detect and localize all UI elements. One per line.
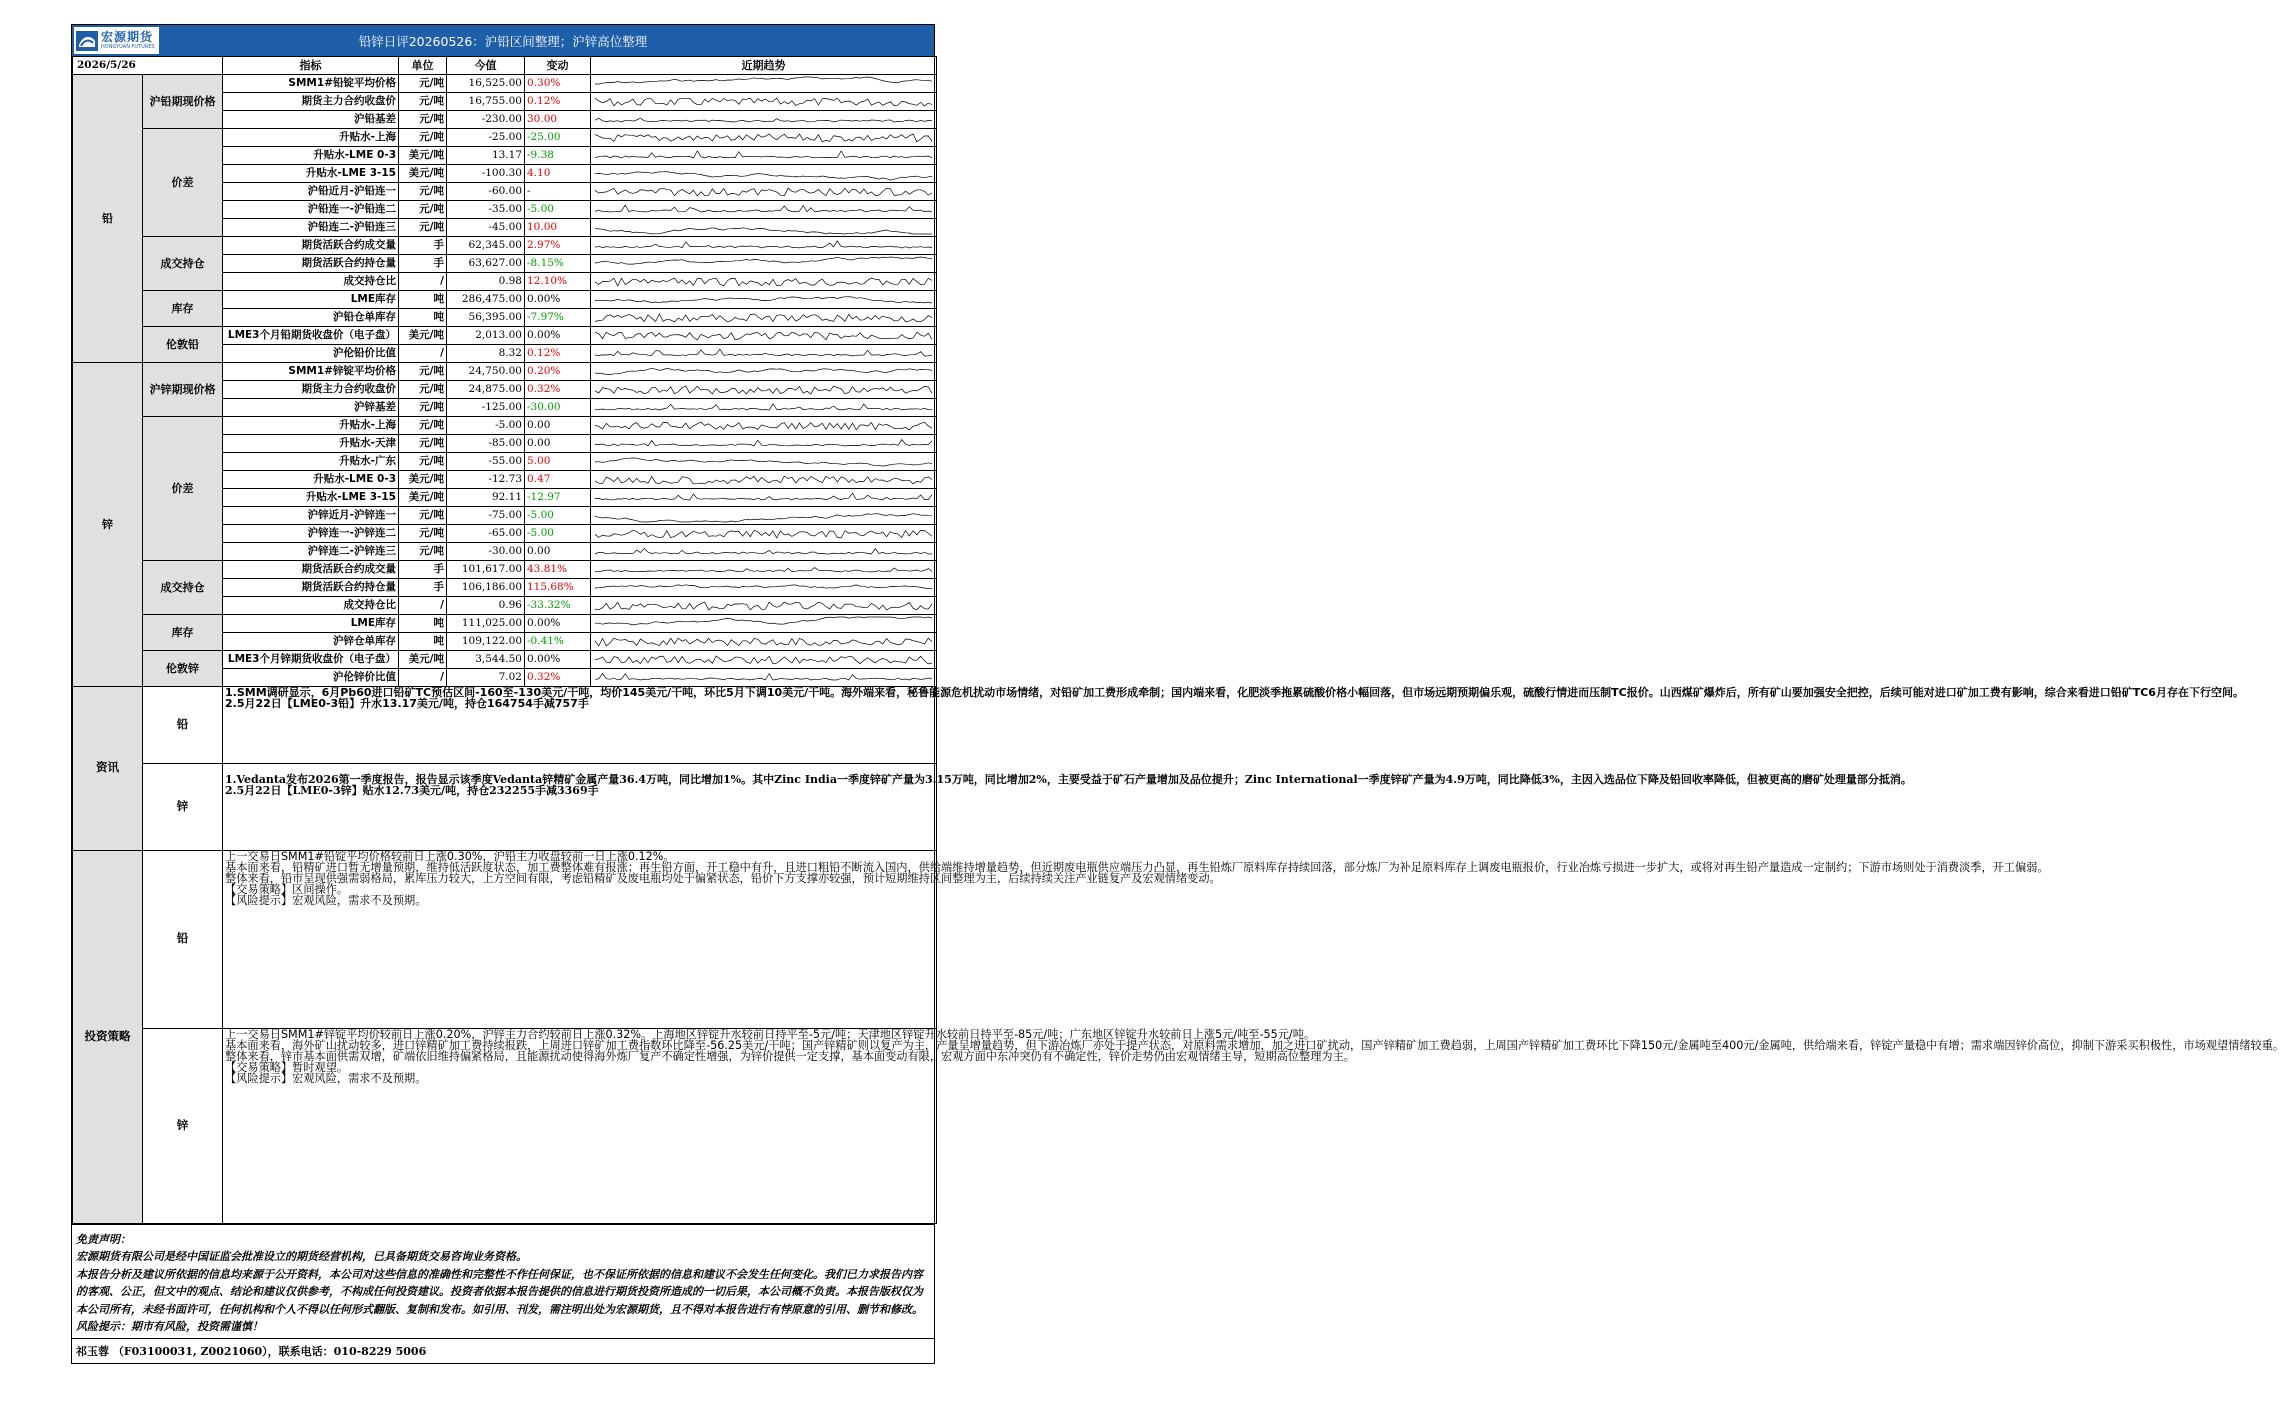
indicator-change: -30.00 bbox=[525, 398, 591, 416]
indicator-unit: 元/吨 bbox=[399, 380, 447, 398]
table-row bbox=[73, 74, 937, 92]
indicator-name: 沪锌连一-沪锌连二 bbox=[223, 524, 399, 542]
strategy-lead-item: 基本面来看，铅精矿进口暂无增量预期，维持低活跃度状态，加工费整体难有报涨；再生铅方面，开工稳中有升，且进口粗铅不断流入国内，供给端维持增量趋势，但近期废电瓶供应端压力凸显，再生铅炼厂原料库存持续回落，部分炼厂为补足原料库存上调废电瓶报价，行业冶炼亏损进一步扩大，或将对再生铅产量造成一定制约；下游市场则处于消费淡季，开工偏弱。 bbox=[225, 860, 2049, 874]
indicator-change: 4.10 bbox=[525, 164, 591, 182]
indicator-change: -33.32% bbox=[525, 596, 591, 614]
group-label: 伦敦铅 bbox=[143, 326, 223, 362]
indicator-name: 升贴水-LME 0-3 bbox=[223, 470, 399, 488]
trend-sparkline bbox=[591, 308, 937, 326]
indicator-name: 期货活跃合约成交量 bbox=[223, 236, 399, 254]
col-indicator: 指标 bbox=[223, 57, 399, 75]
news-lead-item: 2.5月22日【LME0-3铅】升水13.17美元/吨，持仓164754手减757手 bbox=[225, 696, 589, 710]
indicator-unit: 元/吨 bbox=[399, 182, 447, 200]
group-label: 价差 bbox=[143, 128, 223, 236]
trend-sparkline bbox=[591, 470, 937, 488]
trend-sparkline bbox=[591, 326, 937, 344]
indicator-name: 成交持仓比 bbox=[223, 272, 399, 290]
indicator-value: 62,345.00 bbox=[447, 236, 525, 254]
indicator-name: 沪锌连二-沪锌连三 bbox=[223, 542, 399, 560]
trend-sparkline bbox=[591, 542, 937, 560]
indicator-name: 沪铅仓单库存 bbox=[223, 308, 399, 326]
indicator-unit: / bbox=[399, 668, 447, 686]
strategy-zinc-item: 【交易策略】暂时观望。 bbox=[225, 1061, 349, 1075]
disclaimer-title: 免责声明： bbox=[76, 1232, 131, 1246]
indicator-unit: 吨 bbox=[399, 308, 447, 326]
indicator-name: SMM1#锌锭平均价格 bbox=[223, 362, 399, 380]
table-row bbox=[73, 290, 937, 308]
trend-sparkline bbox=[591, 218, 937, 236]
indicator-name: 升贴水-上海 bbox=[223, 128, 399, 146]
indicator-value: -55.00 bbox=[447, 452, 525, 470]
trend-sparkline bbox=[591, 182, 937, 200]
indicator-name: 沪伦铅价比值 bbox=[223, 344, 399, 362]
trend-sparkline bbox=[591, 128, 937, 146]
trend-sparkline bbox=[591, 290, 937, 308]
indicator-value: -85.00 bbox=[447, 434, 525, 452]
trend-sparkline bbox=[591, 506, 937, 524]
indicator-name: 期货活跃合约持仓量 bbox=[223, 254, 399, 272]
indicator-change: 0.00 bbox=[525, 542, 591, 560]
indicator-change: -7.97% bbox=[525, 308, 591, 326]
indicator-value: 24,875.00 bbox=[447, 380, 525, 398]
indicator-change: 0.32% bbox=[525, 668, 591, 686]
indicator-value: -30.00 bbox=[447, 542, 525, 560]
news-zinc-text bbox=[223, 763, 1912, 850]
strategy-lead-text bbox=[223, 849, 2049, 1028]
trend-sparkline bbox=[591, 146, 937, 164]
indicator-change: 0.00% bbox=[525, 614, 591, 632]
strategy-lead-item: 上一交易日SMM1#铅锭平均价格较前日上涨0.30%，沪铅主力收盘较前一日上涨0.12%。 bbox=[225, 849, 675, 863]
indicator-value: 7.02 bbox=[447, 668, 525, 686]
trend-sparkline bbox=[591, 452, 937, 470]
news-zinc-label: 锌 bbox=[143, 763, 223, 850]
indicator-unit: 元/吨 bbox=[399, 542, 447, 560]
indicator-unit: 元/吨 bbox=[399, 200, 447, 218]
indicator-change: -8.15% bbox=[525, 254, 591, 272]
strategy-zinc-item: 【风险提示】宏观风险，需求不及预期。 bbox=[225, 1072, 427, 1086]
logo-en-text: HONGYUAN FUTURES bbox=[101, 44, 155, 50]
indicator-change: - bbox=[525, 182, 591, 200]
trend-sparkline bbox=[591, 416, 937, 434]
indicator-value: 24,750.00 bbox=[447, 362, 525, 380]
indicator-change: 12.10% bbox=[525, 272, 591, 290]
indicator-change: -25.00 bbox=[525, 128, 591, 146]
metal-label: 锌 bbox=[73, 362, 143, 686]
indicator-unit: 元/吨 bbox=[399, 74, 447, 92]
indicator-unit: 元/吨 bbox=[399, 434, 447, 452]
indicator-unit: / bbox=[399, 596, 447, 614]
trend-sparkline bbox=[591, 578, 937, 596]
news-lead-text bbox=[223, 685, 2244, 763]
indicator-name: 沪铅连二-沪铅连三 bbox=[223, 218, 399, 236]
trend-sparkline bbox=[591, 254, 937, 272]
strategy-zinc-row bbox=[73, 1028, 937, 1223]
indicator-value: 2,013.00 bbox=[447, 326, 525, 344]
col-trend: 近期趋势 bbox=[591, 57, 937, 75]
report-date: 2026/5/26 bbox=[73, 57, 223, 75]
trend-sparkline bbox=[591, 632, 937, 650]
indicator-value: -100.30 bbox=[447, 164, 525, 182]
report-title: 铅锌日评20260526：沪铅区间整理；沪锌高位整理 bbox=[358, 33, 648, 49]
indicator-value: -35.00 bbox=[447, 200, 525, 218]
indicator-unit: / bbox=[399, 272, 447, 290]
trend-sparkline bbox=[591, 92, 937, 110]
table-row bbox=[73, 416, 937, 434]
indicator-value: 56,395.00 bbox=[447, 308, 525, 326]
group-label: 伦敦锌 bbox=[143, 650, 223, 686]
indicator-value: 109,122.00 bbox=[447, 632, 525, 650]
group-label: 成交持仓 bbox=[143, 560, 223, 614]
indicator-unit: 手 bbox=[399, 560, 447, 578]
indicator-value: -12.73 bbox=[447, 470, 525, 488]
indicator-change: -0.41% bbox=[525, 632, 591, 650]
strategy-label: 投资策略 bbox=[73, 850, 143, 1223]
indicator-unit: 元/吨 bbox=[399, 362, 447, 380]
trend-sparkline bbox=[591, 110, 937, 128]
indicator-name: 升贴水-天津 bbox=[223, 434, 399, 452]
table-row bbox=[73, 650, 937, 668]
indicator-name: 沪锌基差 bbox=[223, 398, 399, 416]
indicator-change: 0.00% bbox=[525, 650, 591, 668]
indicator-value: -75.00 bbox=[447, 506, 525, 524]
indicator-change: 0.00 bbox=[525, 416, 591, 434]
indicator-change: 0.47 bbox=[525, 470, 591, 488]
indicator-unit: 元/吨 bbox=[399, 110, 447, 128]
indicator-change: 10.00 bbox=[525, 218, 591, 236]
strategy-lead-row bbox=[73, 850, 937, 1028]
indicator-value: -60.00 bbox=[447, 182, 525, 200]
logo-icon bbox=[76, 31, 98, 51]
indicator-unit: 吨 bbox=[399, 290, 447, 308]
col-change: 变动 bbox=[525, 57, 591, 75]
disclaimer-line: 本报告分析及建议所依据的信息均来源于公开资料，本公司对这些信息的准确性和完整性不作任何保证，也不保证所依据的信息和建议不会发生任何变化。我们已力求报告内容的客观、公正，但文中的观点、结论和建议仅供参考，不构成任何投资建议。投资者依据本报告提供的信息进行期货投资所造成的一切后果，本公司概不负责。本报告版权仅为本公司所有，未经书面许可，任何机构和个人不得以任何形式翻版、复制和发布。如引用、刊发，需注明出处为宏源期货，且不得对本报告进行有悖原意的引用、删节和修改。 bbox=[76, 1267, 923, 1316]
news-label: 资讯 bbox=[73, 686, 143, 850]
trend-sparkline bbox=[591, 164, 937, 182]
indicator-name: 升贴水-LME 3-15 bbox=[223, 488, 399, 506]
trend-sparkline bbox=[591, 560, 937, 578]
indicator-value: 101,617.00 bbox=[447, 560, 525, 578]
indicator-value: -125.00 bbox=[447, 398, 525, 416]
indicator-unit: 美元/吨 bbox=[399, 146, 447, 164]
indicator-change: 0.32% bbox=[525, 380, 591, 398]
indicator-change: 5.00 bbox=[525, 452, 591, 470]
indicator-value: 13.17 bbox=[447, 146, 525, 164]
indicator-value: 16,755.00 bbox=[447, 92, 525, 110]
indicator-change: 115.68% bbox=[525, 578, 591, 596]
table-row bbox=[73, 128, 937, 146]
indicator-unit: 美元/吨 bbox=[399, 650, 447, 668]
indicator-unit: 元/吨 bbox=[399, 452, 447, 470]
indicator-change: 0.20% bbox=[525, 362, 591, 380]
table-row bbox=[73, 362, 937, 380]
group-label: 沪锌期现价格 bbox=[143, 362, 223, 416]
indicator-name: 期货活跃合约成交量 bbox=[223, 560, 399, 578]
indicator-name: 沪铅基差 bbox=[223, 110, 399, 128]
col-value: 今值 bbox=[447, 57, 525, 75]
strategy-zinc-text bbox=[223, 1027, 2284, 1223]
indicator-name: LME3个月铅期货收盘价（电子盘） bbox=[223, 326, 399, 344]
trend-sparkline bbox=[591, 200, 937, 218]
indicator-value: 286,475.00 bbox=[447, 290, 525, 308]
indicator-name: 期货主力合约收盘价 bbox=[223, 380, 399, 398]
table-row bbox=[73, 236, 937, 254]
table-header-row bbox=[73, 57, 937, 75]
table-row bbox=[73, 326, 937, 344]
indicator-value: 8.32 bbox=[447, 344, 525, 362]
indicator-value: 0.96 bbox=[447, 596, 525, 614]
indicator-unit: 元/吨 bbox=[399, 398, 447, 416]
indicator-value: -5.00 bbox=[447, 416, 525, 434]
indicator-name: 升贴水-LME 0-3 bbox=[223, 146, 399, 164]
indicator-change: 30.00 bbox=[525, 110, 591, 128]
trend-sparkline bbox=[591, 650, 937, 668]
indicator-name: 期货主力合约收盘价 bbox=[223, 92, 399, 110]
indicator-name: 期货活跃合约持仓量 bbox=[223, 578, 399, 596]
brand-logo bbox=[74, 27, 159, 54]
indicator-name: LME库存 bbox=[223, 290, 399, 308]
trend-sparkline bbox=[591, 272, 937, 290]
indicator-value: 63,627.00 bbox=[447, 254, 525, 272]
table-row bbox=[73, 614, 937, 632]
indicator-name: 沪铅近月-沪铅连一 bbox=[223, 182, 399, 200]
trend-sparkline bbox=[591, 596, 937, 614]
trend-sparkline bbox=[591, 434, 937, 452]
indicator-name: 沪铅连一-沪铅连二 bbox=[223, 200, 399, 218]
report-sheet bbox=[71, 24, 2284, 1364]
strategy-lead-item: 整体来看，铅市呈现供强需弱格局，累库压力较大，上方空间有限，考虑铅精矿及废电瓶均处于偏紧状态，铅价下方支撑亦较强，预计短期维持区间整理为主，后续持续关注产业链复产及宏观情绪变动。 bbox=[225, 872, 1221, 885]
indicator-value: 111,025.00 bbox=[447, 614, 525, 632]
indicator-unit: 元/吨 bbox=[399, 506, 447, 524]
author-footer: 祁玉蓉 （F03100031, Z0021060），联系电话：010-8229 5006 bbox=[72, 1338, 934, 1363]
metal-label: 铅 bbox=[73, 74, 143, 362]
trend-sparkline bbox=[591, 668, 937, 686]
indicator-name: 升贴水-广东 bbox=[223, 452, 399, 470]
indicator-change: -5.00 bbox=[525, 524, 591, 542]
indicator-change: 0.12% bbox=[525, 92, 591, 110]
title-bar bbox=[72, 25, 934, 56]
indicator-name: 升贴水-LME 3-15 bbox=[223, 164, 399, 182]
indicator-unit: 美元/吨 bbox=[399, 326, 447, 344]
group-label: 成交持仓 bbox=[143, 236, 223, 290]
indicator-unit: 手 bbox=[399, 578, 447, 596]
indicator-change: 43.81% bbox=[525, 560, 591, 578]
indicator-value: -25.00 bbox=[447, 128, 525, 146]
indicator-unit: 吨 bbox=[399, 614, 447, 632]
indicator-value: 106,186.00 bbox=[447, 578, 525, 596]
indicator-table bbox=[72, 56, 2284, 1224]
strategy-zinc-item: 基本面来看，海外矿山扰动较多，进口锌精矿加工费持续报跌，上周进口锌矿加工费指数环比降至-56.25美元/干吨；国产锌精矿则以复产为主，产量呈增量趋势，但下游冶炼厂亦处于提产状态，对原料需求增加，加之进口矿扰动，国产锌精矿加工费趋弱，上周国产锌精矿加工费环比下降150元/金属吨至400元/金属吨，供给端来看，锌锭产量稳中有增；需求端因锌价高位，抑制下游采买积极性，市场观望情绪较重。 bbox=[225, 1038, 2284, 1052]
trend-sparkline bbox=[591, 398, 937, 416]
indicator-name: 沪伦锌价比值 bbox=[223, 668, 399, 686]
indicator-change: 0.12% bbox=[525, 344, 591, 362]
trend-sparkline bbox=[591, 362, 937, 380]
news-zinc-item: 2.5月22日【LME0-3锌】贴水12.73美元/吨，持仓232255手减3369手 bbox=[225, 783, 599, 797]
indicator-unit: 美元/吨 bbox=[399, 164, 447, 182]
news-lead-row bbox=[73, 686, 937, 763]
indicator-value: 92.11 bbox=[447, 488, 525, 506]
indicator-change: 0.00 bbox=[525, 434, 591, 452]
strategy-lead-item: 【风险提示】宏观风险，需求不及预期。 bbox=[225, 894, 427, 908]
group-label: 库存 bbox=[143, 614, 223, 650]
indicator-name: 升贴水-上海 bbox=[223, 416, 399, 434]
indicator-name: LME3个月锌期货收盘价（电子盘） bbox=[223, 650, 399, 668]
news-zinc-item: 1.Vedanta发布2026第一季度报告，报告显示该季度Vedanta锌精矿金属产量36.4万吨，同比增加1%。其中Zinc India一季度锌矿产量为3.15万吨，同比增加2%，主要受益于矿石产量增加及品位提升；Zinc International一季度锌矿产量为4.9万吨，同比降低3%，主因入选品位下降及铅回收率降低，但被更高的磨矿处理量部分抵消。 bbox=[225, 772, 1912, 786]
news-zinc-row bbox=[73, 763, 937, 850]
group-label: 库存 bbox=[143, 290, 223, 326]
indicator-unit: 吨 bbox=[399, 632, 447, 650]
indicator-name: 沪锌仓单库存 bbox=[223, 632, 399, 650]
indicator-unit: 元/吨 bbox=[399, 524, 447, 542]
indicator-change: -9.38 bbox=[525, 146, 591, 164]
trend-sparkline bbox=[591, 524, 937, 542]
trend-sparkline bbox=[591, 488, 937, 506]
indicator-value: -230.00 bbox=[447, 110, 525, 128]
news-lead-label: 铅 bbox=[143, 686, 223, 763]
indicator-unit: 元/吨 bbox=[399, 416, 447, 434]
trend-sparkline bbox=[591, 236, 937, 254]
indicator-value: 3,544.50 bbox=[447, 650, 525, 668]
disclaimer bbox=[72, 1224, 934, 1338]
indicator-unit: 元/吨 bbox=[399, 128, 447, 146]
indicator-unit: 美元/吨 bbox=[399, 470, 447, 488]
strategy-zinc-item: 整体来看，锌市基本面供需双增，矿端依旧维持偏紧格局，且能源扰动使得海外炼厂复产不确定性增强，为锌价提供一定支撑，基本面变动有限，宏观方面中东冲突仍有不确定性，锌价走势仍由宏观情绪主导，短期高位整理为主。 bbox=[225, 1050, 1355, 1063]
table-row bbox=[73, 560, 937, 578]
indicator-value: 0.98 bbox=[447, 272, 525, 290]
indicator-name: LME库存 bbox=[223, 614, 399, 632]
indicator-unit: 美元/吨 bbox=[399, 488, 447, 506]
disclaimer-line: 风险提示：期市有风险，投资需谨慎！ bbox=[76, 1320, 263, 1334]
disclaimer-line: 宏源期货有限公司是经中国证监会批准设立的期货经营机构，已具备期货交易咨询业务资格。 bbox=[76, 1250, 527, 1264]
trend-sparkline bbox=[591, 74, 937, 92]
strategy-lead-label: 铅 bbox=[143, 850, 223, 1028]
col-unit: 单位 bbox=[399, 57, 447, 75]
indicator-unit: 手 bbox=[399, 236, 447, 254]
indicator-change: -5.00 bbox=[525, 506, 591, 524]
indicator-change: 0.00% bbox=[525, 290, 591, 308]
indicator-name: 沪锌近月-沪锌连一 bbox=[223, 506, 399, 524]
indicator-value: -45.00 bbox=[447, 218, 525, 236]
logo-cn-text: 宏源期货 bbox=[101, 30, 154, 44]
indicator-change: 0.30% bbox=[525, 74, 591, 92]
news-lead-item: 1.SMM调研显示，6月Pb60进口铅矿TC预估区间-160至-130美元/干吨，均价145美元/干吨，环比5月下调10美元/干吨。海外端来看，秘鲁能源危机扰动市场情绪，对铅矿加工费形成牵制；国内端来看，化肥淡季拖累硫酸价格小幅回落，但市场远期预期偏乐观，硫酸行情进而压制TC报价。山西煤矿爆炸后，所有矿山要加强安全把控，后续可能对进口矿加工费有影响，综合来看进口铅矿TC6月存在下行空间。 bbox=[225, 685, 2244, 699]
indicator-value: -65.00 bbox=[447, 524, 525, 542]
strategy-zinc-label: 锌 bbox=[143, 1028, 223, 1223]
group-label: 价差 bbox=[143, 416, 223, 560]
indicator-unit: 元/吨 bbox=[399, 92, 447, 110]
strategy-zinc-item: 上一交易日SMM1#锌锭平均价较前日上涨0.20%，沪锌主力合约较前日上涨0.32%。上海地区锌锭升水较前日持平至-5元/吨；天津地区锌锭升水较前日持平至-85元/吨；广东地区锌锭升水较前日上涨5元/吨至-55元/吨。 bbox=[225, 1027, 1316, 1041]
indicator-unit: 手 bbox=[399, 254, 447, 272]
indicator-change: -5.00 bbox=[525, 200, 591, 218]
indicator-name: SMM1#铅锭平均价格 bbox=[223, 74, 399, 92]
indicator-value: 16,525.00 bbox=[447, 74, 525, 92]
group-label: 沪铅期现价格 bbox=[143, 74, 223, 128]
indicator-change: 2.97% bbox=[525, 236, 591, 254]
strategy-lead-item: 【交易策略】区间操作。 bbox=[225, 883, 349, 897]
indicator-unit: / bbox=[399, 344, 447, 362]
trend-sparkline bbox=[591, 614, 937, 632]
indicator-name: 成交持仓比 bbox=[223, 596, 399, 614]
trend-sparkline bbox=[591, 344, 937, 362]
indicator-change: -12.97 bbox=[525, 488, 591, 506]
trend-sparkline bbox=[591, 380, 937, 398]
indicator-change: 0.00% bbox=[525, 326, 591, 344]
indicator-unit: 元/吨 bbox=[399, 218, 447, 236]
